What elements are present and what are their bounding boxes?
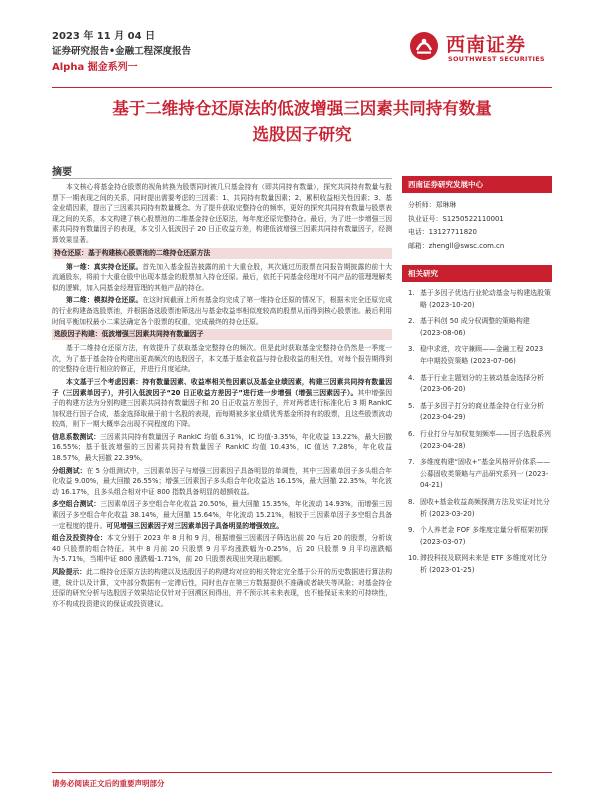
report-header (52, 30, 191, 76)
step1-paragraph (52, 262, 392, 294)
three-factor-text: 其中增强因子的构建方法为分别构建三因素共同持有数量因子和 20 日正收益方差因子，并对两者进行标准化后 3 期 RankIC 加权进行因子合成，基金选择取最于前十名股的表现，而每期被多家业绩优秀基金所持有的股票，且这些股票波动较高，则下一期大概率会出现不同程度的下降。 (52, 388, 393, 429)
related-item-title: 滞投科技及联网未来是 ETF 多维度对比分析 (2023-01-25) (420, 554, 548, 574)
email-label: 邮箱： (408, 241, 429, 250)
related-item[interactable] (408, 373, 552, 396)
related-item[interactable] (408, 316, 552, 339)
related-item-title: 基于多因子打分的商业基金持仓行业分析 (2023-04-29) (420, 401, 545, 422)
risk-text: 此二维持仓还原方法的构建以及选股因子的构建均对应的相关特定完全基于公开的历史数据进行算法构建，统计以及计算，文中部分数据有一定滞后性，同时也存在第三方数据提供不准确或者缺失等风险；对基金持仓还原的研究分析与选股因子效果结论仅针对于回溯区间得出，并不预示其未来表现，也不能保证未来的可持续性，亦不构成投资建议的保证或投资建议。 (52, 568, 393, 608)
related-item[interactable] (408, 288, 552, 311)
company-logo (408, 28, 553, 70)
email-row (402, 240, 552, 254)
related-item-title: 行业打分与加权复刻频率——因子选股系列 (2023-04-28) (420, 429, 551, 450)
cert-row (402, 213, 552, 227)
phone-number: 13127711820 (428, 228, 477, 236)
related-item[interactable] (408, 429, 552, 452)
related-item[interactable] (408, 553, 552, 576)
risk-paragraph (52, 567, 392, 609)
report-type: 证券研究报告•金融工程深度报告 (52, 46, 192, 57)
abstract-heading: 摘要 (52, 167, 72, 178)
related-item-number: 6. (408, 429, 415, 438)
related-item-title: 基于行业主题划分的主被动基金选择分析 (2023-06-20) (420, 373, 545, 394)
phone-row (402, 226, 552, 240)
abstract-body (52, 182, 392, 611)
report-series: Alpha 掘金系列一 (52, 62, 138, 73)
group-test-label: 分组测试： (52, 466, 87, 475)
related-research-heading: 相关研究 (402, 265, 552, 282)
related-item-number: 5. (408, 401, 415, 410)
cert-label: 执业证号： (408, 214, 443, 223)
logo-name-en: SOUTHWEST SECURITIES (448, 55, 545, 63)
three-factor-bold: 本文基于三个考虑因素：持有数量因素、收益率相关性因素以及基金业绩因素，构建三因素共同持有数量因子（三因素单因子），并引入低波因子“20 日正收益方差因子”进行进一步增强（增强三因素因子）。 (52, 377, 392, 397)
three-factor-paragraph (52, 377, 392, 430)
logo-mark-icon (408, 30, 440, 62)
related-item-title: 基于科创 50 成分权调整的策略构建(2023-08-06) (420, 317, 530, 337)
related-item-number: 3. (408, 345, 415, 354)
combo-text: 本文分别于 2023 年 8 月和 9 月，根据增强三因素因子筛选出前 20 与后 20 的股票，分析该 40 只股票的组合特征。其中 8 月前 20 只股票 9 月平均涨跌幅为-0.25%，后 20 只股票 9 月平均涨跌幅为-5.71%，当期中证 800 涨跌幅-1.71%，前 20 只股票表现出突现出超额。 (52, 534, 393, 564)
report-title (52, 96, 552, 148)
group-test-text: 在 5 分组测试中，三因素单因子与增强三因素因子具备明显的单调性，其中三因素单因子多头组合年化收益 9.00%，最大回撤 26.55%；增强三因素因子多头组合年化收益达 16.15%，最大回撤 22.35%，年化波动 16.17%，且多头组合相对中证 800 指数具备明显的超额收益。 (52, 466, 392, 496)
longshort-label: 多空组合测试： (52, 500, 101, 509)
title-line-1: 基于二维持仓还原法的低波增强三因素共同持有数量 (112, 99, 492, 118)
related-item-title: 固收+基金收益高频探测方法及实证对比分析 (2023-03-20) (420, 497, 550, 518)
section-heading-factor: 选股因子构建：低波增强三因素共同持有数量因子 (52, 329, 392, 340)
title-line-2: 选股因子研究 (252, 125, 352, 144)
abstract-intro: 本文核心将基金持仓股票的视角转换为股票同时被几只基金持有（即共同持有数量），探究共同持有数量与股票下一期表现之间的关系，同时提出需要考虑的三因素：1、共同持有数量因素；2、累积收益相关性因素；3、基金业绩因素，提出了三因素共同持有数量概念。为了提升获取完整持仓的频率，更好的探究共同持有数量与股票表现之间的关系，本文构建了核心股票池的二维基金持仓还原法，每年度还原完整持仓。最后，为了进一步增强三因素共同持有数量因子的表现，本文引入低波因子 20 日正收益方差，构建低波增强三因素共同持有数量因子，经测算效果显著。 (52, 183, 392, 244)
longshort-paragraph (52, 499, 392, 531)
related-item-number: 2. (408, 317, 415, 326)
related-item-number: 4. (408, 373, 415, 382)
combo-label: 组合及投资持仓： (52, 534, 107, 543)
footer-disclaimer: 请务必阅读正文后的重要声明部分 (52, 779, 165, 788)
group-test-paragraph (52, 466, 392, 498)
step2-label: 第二维：模拟持仓还原。 (66, 296, 143, 305)
related-item[interactable] (408, 401, 552, 424)
related-item[interactable] (408, 497, 552, 520)
longshort-conclusion: 可见增强三因素因子对三因素单因子具备明显的增强效应。 (106, 521, 284, 530)
related-item-number: 8. (408, 497, 415, 506)
related-item-number: 10. (408, 554, 419, 563)
research-team-heading: 西南证券研究发展中心 (402, 176, 552, 193)
report-date: 2023 年 11 月 04 日 (52, 31, 156, 42)
phone-label: 电话： (408, 228, 429, 236)
email-address[interactable]: zhengll@swsc.com.cn (428, 241, 505, 250)
related-item-title: 基于多因子优选行业轮动基金与构建选股策略 (2023-10-20) (420, 289, 551, 309)
related-item-number: 1. (408, 289, 415, 297)
related-item[interactable] (408, 457, 552, 492)
risk-label: 风险提示： (52, 568, 87, 576)
analyst-label: 分析师： (408, 201, 436, 209)
sidebar (402, 176, 552, 581)
related-item[interactable] (408, 344, 552, 367)
longshort-text: 三因素单因子多空组合年化收益 20.50%，最大回撤 15.35%，年化波动 14.93%，而增强三因素因子多空组合年化收益 38.14%，最大回撤 15.64%，年化波动 15.21%，相较于三因素单因子多空组合具备一定程度的提升。 (52, 500, 393, 530)
ic-test-paragraph (52, 432, 392, 464)
step2-text: 在这时间截面上所有基金均完成了第一维持仓还原的情况下，根据未完全还原完成的行业构建备选股票池，并根据备选股票池筛选出与基金收益率相似度较高的股票从而得到核心股票池。最后利用时间平衡加权最小二乘法确定各个股票的权重，完成最终的持仓还原。 (52, 296, 393, 326)
factor-intro-paragraph: 基于二维持仓还原方法，有效提升了获取基金完整持仓的频次。但是此时获取基金完整持仓仍然是一季度一次，为了基于基金持仓构建出更高频次的选股因子，本文基于基金收益与持仓股收益的相关性，对每个报告期得到的完整持仓进行相应的修正，并进行月度延续。 (52, 344, 392, 374)
related-item-title: 多维度构建“固收+”基金风格评价体系——公募固收类策略与产品研究系列一 (2023-04-21) (420, 458, 551, 490)
combo-paragraph (52, 533, 392, 565)
analyst-name: 郑琳琳 (435, 201, 457, 209)
step1-label: 第一维：真实持仓还原。 (66, 262, 143, 271)
logo-name-cn: 西南证券 (446, 34, 527, 56)
analyst-row (402, 199, 552, 213)
ic-test-text: 三因素共同持有数量因子 RankIC 均值 6.31%，IC 均值-3.35%，年化收益 13.22%，最大回撤 16.55%；基于低波增强的三因素共同持有数量因子 RankIC 均值 10.43%，IC 值达 7.28%，年化收益 18.57%，最大回撤 22.39%。 (52, 432, 393, 463)
related-item-title: 稳中求进，攻守兼顾——金融工程 2023 年中期投资策略 (2023-07-06) (420, 345, 544, 365)
footer-divider (52, 772, 552, 773)
abstract-divider (52, 178, 392, 179)
related-item-title: 个人养老金 FOF 多维度定量分析框架初探 (2023-03-07) (420, 526, 548, 546)
section-heading-holdings: 持仓还原：基于构建核心股票池的二维持仓还原方法 (52, 248, 392, 259)
related-item[interactable] (408, 525, 552, 548)
related-item-number: 9. (408, 526, 415, 535)
cert-number: S1250522110001 (442, 214, 504, 223)
step2-paragraph (52, 295, 392, 327)
ic-test-label: 信息系数测试： (52, 432, 101, 441)
step1-text: 首先加入基金报告披露的前十大重仓股，其次通过历股票在同报告期披露的前十大流通股东，将前十大重仓股中出现本基金的股票加入持仓还原。最后，依托于同基金经理对不同产品的管理理解类似的逻辑，加入同基金经理管理的其他产品的持仓。 (52, 262, 393, 292)
related-research-list (402, 288, 552, 576)
related-item-number: 7. (408, 458, 415, 467)
header-divider (52, 87, 552, 88)
